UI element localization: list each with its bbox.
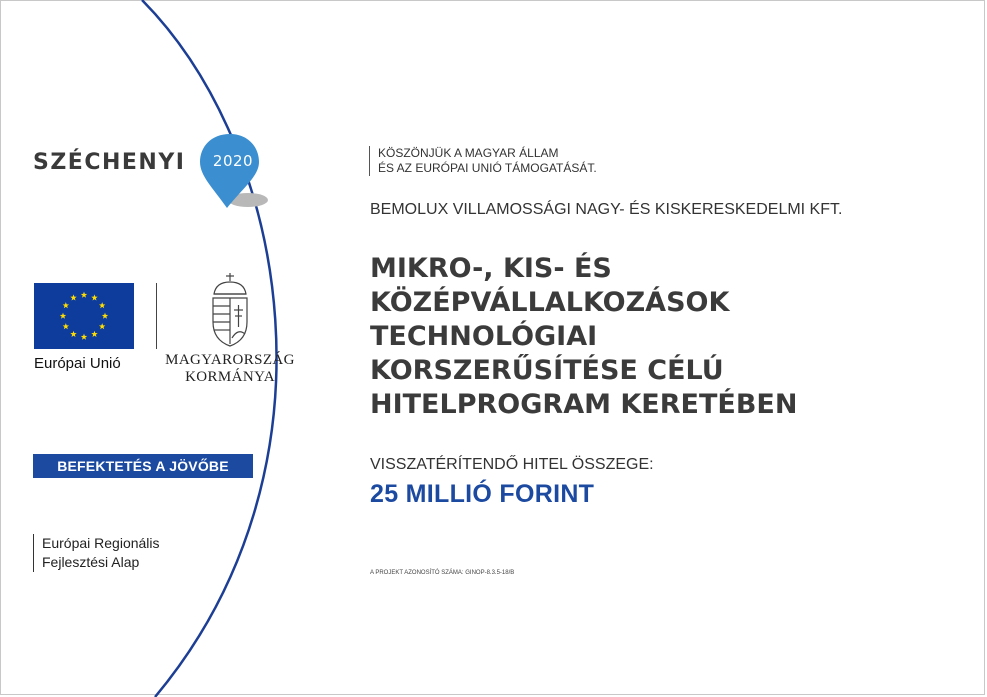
project-id: A PROJEKT AZONOSÍTÓ SZÁMA: GINOP-8.3.5-18/B (370, 570, 515, 576)
loan-label: VISSZATÉRÍTENDŐ HITEL ÖSSZEGE: (370, 456, 654, 473)
szechenyi-2020-logo (33, 132, 263, 217)
title-line: KORSZERŰSÍTÉSE CÉLÚ (370, 355, 724, 386)
coat-of-arms-icon (208, 272, 252, 348)
fund-line: Európai Regionális (42, 535, 160, 551)
szechenyi-year: 2020 (212, 152, 254, 170)
fund-label (33, 534, 160, 572)
title-line: TECHNOLÓGIAI (370, 321, 598, 352)
loan-amount: 25 MILLIÓ FORINT (370, 480, 595, 508)
szechenyi-wordmark: SZÉCHENYI (33, 150, 186, 175)
thanks-note (369, 146, 597, 176)
title-line: HITELPROGRAM KERETÉBEN (370, 389, 798, 420)
eu-flag-icon (34, 283, 134, 349)
title-line: MIKRO-, KIS- ÉS (370, 253, 612, 284)
logo-divider (156, 283, 157, 349)
thanks-line: KÖSZÖNJÜK A MAGYAR ÁLLAM (378, 146, 559, 160)
title-line: KÖZÉPVÁLLALKOZÁSOK (370, 287, 730, 318)
government-subtitle: KORMÁNYA (185, 369, 275, 385)
project-title (370, 252, 970, 422)
fund-line: Fejlesztési Alap (42, 554, 140, 570)
government-name: MAGYARORSZÁG (165, 352, 295, 368)
location-pin-icon (197, 132, 277, 214)
invest-banner: BEFEKTETÉS A JÖVŐBE (33, 454, 253, 478)
company-name: BEMOLUX VILLAMOSSÁGI NAGY- ÉS KISKERESKEDELMI KFT. (370, 201, 843, 218)
eu-label: Európai Unió (34, 355, 121, 372)
eu-logo (34, 283, 134, 372)
thanks-line: ÉS AZ EURÓPAI UNIÓ TÁMOGATÁSÁT. (378, 161, 597, 175)
